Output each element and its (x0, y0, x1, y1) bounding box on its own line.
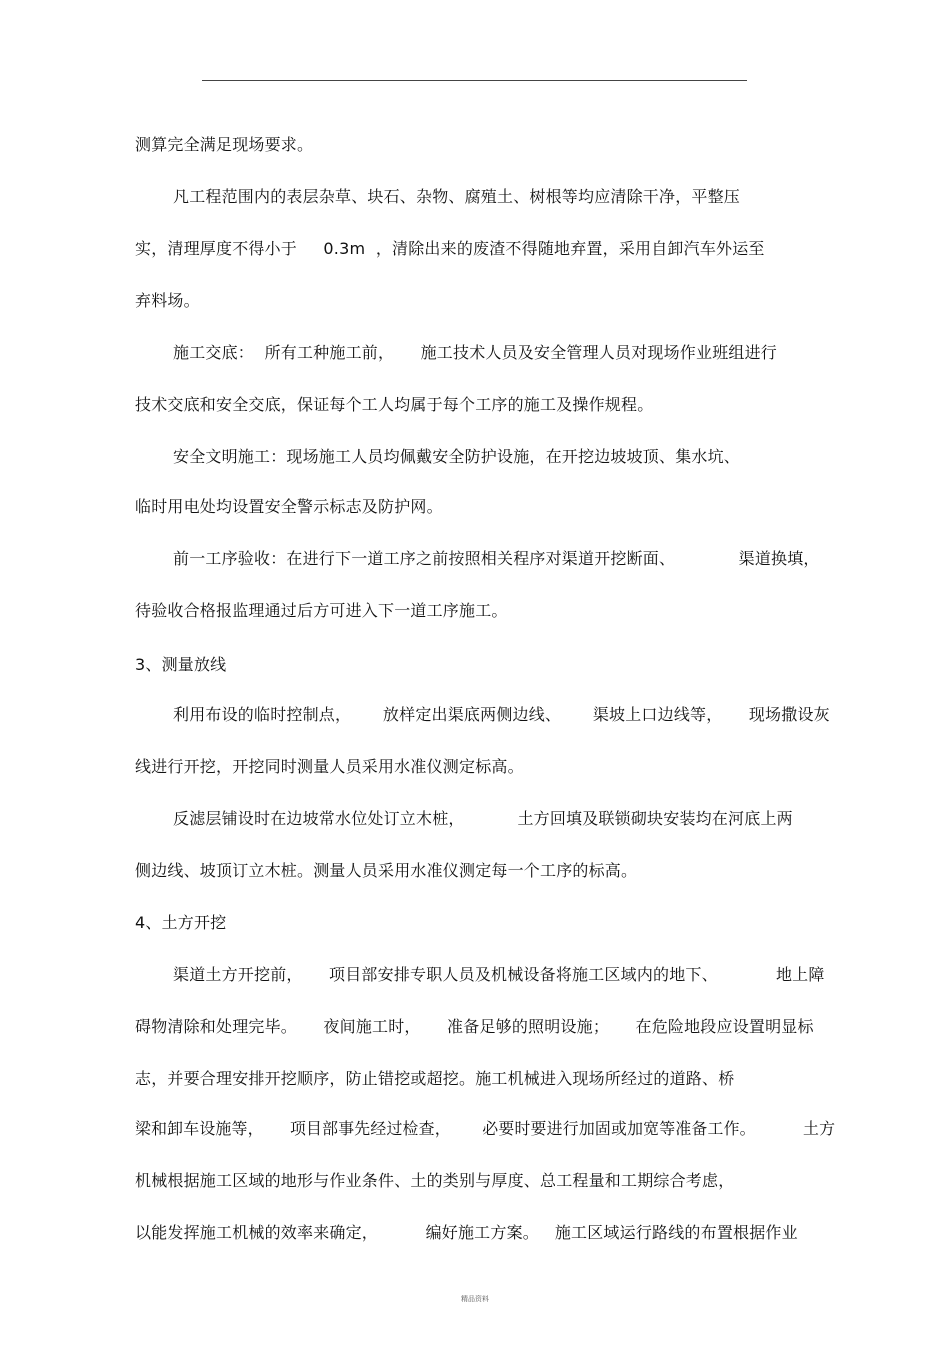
text-line: 利用布设的临时控制点， 放样定出渠底两侧边线、 渠坡上口边线等， 现场撒设灰 (173, 705, 830, 724)
page-footer: 精品资料 (461, 1295, 489, 1303)
text-line: 凡工程范围内的表层杂草、块石、杂物、腐殖土、树根等均应清除干净，平整压 (173, 187, 741, 206)
text-line: 测算完全满足现场要求。 (135, 135, 314, 154)
section-heading: 4、土方开挖 (135, 913, 227, 932)
text-line: 临时用电处均设置安全警示标志及防护网。 (135, 497, 443, 516)
text-line: 渠道土方开挖前， 项目部安排专职人员及机械设备将施工区域内的地下、 地上障 (173, 965, 825, 984)
text-line: 待验收合格报监理通过后方可进入下一道工序施工。 (135, 601, 508, 620)
text-line: 以能发挥施工机械的效率来确定， 编好施工方案。 施工区域运行路线的布置根据作业 (135, 1223, 798, 1242)
text-line: 实，清理厚度不得小于 0.3m ，清除出来的废渣不得随地弃置，采用自卸汽车外运至 (135, 239, 765, 258)
text-line: 线进行开挖，开挖同时测量人员采用水准仪测定标高。 (135, 757, 524, 776)
header-rule (202, 80, 747, 81)
text-line: 前一工序验收：在进行下一道工序之前按照相关程序对渠道开挖断面、 渠道换填， (173, 549, 820, 568)
text-line: 技术交底和安全交底，保证每个工人均属于每个工序的施工及操作规程。 (135, 395, 654, 414)
section-heading: 3、测量放线 (135, 655, 227, 674)
text-line: 志，并要合理安排开挖顺序，防止错挖或超挖。施工机械进入现场所经过的道路、桥 (135, 1069, 735, 1088)
text-line: 侧边线、坡顶订立木桩。测量人员采用水准仪测定每一个工序的标高。 (135, 861, 638, 880)
text-line: 梁和卸车设施等， 项目部事先经过检查， 必要时要进行加固或加宽等准备工作。 土方 (135, 1119, 836, 1138)
text-line: 碍物清除和处理完毕。 夜间施工时， 准备足够的照明设施； 在危险地段应设置明显标 (135, 1017, 814, 1036)
text-line: 施工交底： 所有工种施工前， 施工技术人员及安全管理人员对现场作业班组进行 (173, 343, 778, 362)
text-line: 机械根据施工区域的地形与作业条件、土的类别与厚度、总工程量和工期综合考虑， (135, 1171, 735, 1190)
text-line: 反滤层铺设时在边坡常水位处订立木桩， 土方回填及联锁砌块安装均在河底上两 (173, 809, 793, 828)
text-line: 安全文明施工：现场施工人员均佩戴安全防护设施，在开挖边坡坡顶、集水坑、 (173, 447, 741, 466)
text-line: 弃料场。 (135, 291, 200, 310)
